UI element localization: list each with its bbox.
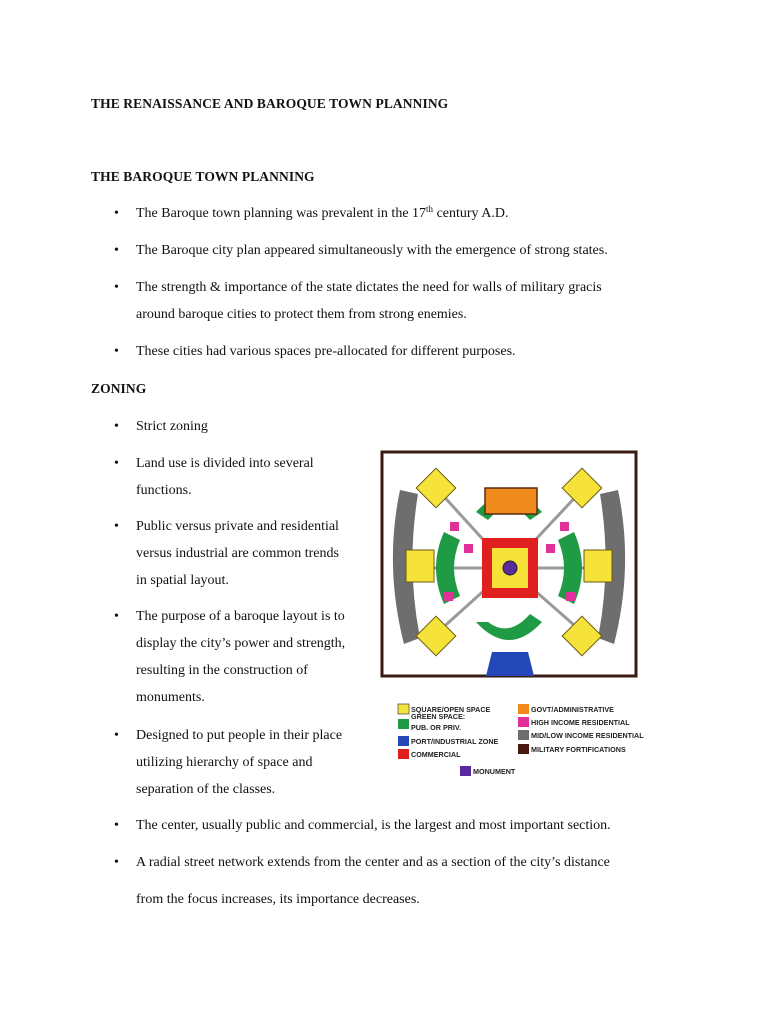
bullet-text-continued: resulting in the construction of (136, 663, 308, 678)
svg-text:GREEN SPACE:: GREEN SPACE: (411, 712, 466, 721)
bullet-text-continued: monuments. (136, 690, 205, 705)
monument (503, 561, 517, 575)
legend-item-govt (518, 704, 614, 714)
svg-text:GOVT/ADMINISTRATIVE: GOVT/ADMINISTRATIVE (531, 705, 614, 714)
bullet-marker: • (114, 243, 119, 258)
svg-text:COMMERCIAL: COMMERCIAL (411, 750, 461, 759)
bullet-marker: • (114, 419, 119, 434)
baroque-plan-svg (378, 446, 660, 786)
bullet-marker: • (114, 456, 119, 471)
svg-text:PORT/INDUSTRIAL ZONE: PORT/INDUSTRIAL ZONE (411, 737, 499, 746)
svg-text:SQUARE/OPEN SPACE: SQUARE/OPEN SPACE (411, 705, 491, 714)
bullet-text: The Baroque town planning was prevalent in the 17th century A.D. (136, 204, 509, 221)
legend-item-port (398, 736, 499, 746)
bullet-marker: • (114, 728, 119, 743)
bullet-text-continued: versus industrial are common trends (136, 546, 339, 561)
bullet-text-continued: utilizing hierarchy of space and (136, 755, 313, 770)
bullet-text: Public versus private and residential (136, 519, 339, 534)
document-title: THE RENAISSANCE AND BAROQUE TOWN PLANNING (91, 96, 449, 111)
bullet-text: These cities had various spaces pre-allocated for different purposes. (136, 344, 516, 359)
legend-item-military (518, 744, 626, 754)
bullet-text-continued: in spatial layout. (136, 573, 229, 588)
bullet-text: Designed to put people in their place (136, 728, 343, 743)
bullet-text: The center, usually public and commercial, is the largest and most important section. (136, 818, 611, 833)
section-heading-zoning: ZONING (91, 381, 147, 396)
svg-text:MILITARY FORTIFICATIONS: MILITARY FORTIFICATIONS (531, 745, 626, 754)
bullet-text-continued: separation of the classes. (136, 782, 276, 797)
bullet-text-continued: functions. (136, 483, 192, 498)
legend-item-high (518, 717, 630, 727)
bullet-text: The Baroque city plan appeared simultaneously with the emergence of strong states. (136, 243, 608, 258)
bullet-marker: • (114, 344, 119, 359)
bullet-marker: • (114, 855, 119, 870)
svg-text:MONUMENT: MONUMENT (473, 767, 516, 776)
legend-item-monument (460, 766, 516, 776)
bullet-marker: • (114, 609, 119, 624)
svg-text:HIGH INCOME RESIDENTIAL: HIGH INCOME RESIDENTIAL (531, 718, 630, 727)
bullet-marker: • (114, 206, 119, 221)
govt-administrative-block (485, 488, 537, 514)
plan-drawing (382, 452, 636, 676)
bullet-text: The purpose of a baroque layout is to (136, 609, 345, 624)
bullet-text: Land use is divided into several (136, 456, 314, 471)
legend-item-green (398, 712, 465, 732)
section-heading-baroque: THE BAROQUE TOWN PLANNING (91, 169, 315, 184)
port-industrial-zone (486, 652, 534, 676)
plan-legend (398, 704, 644, 776)
bullet-text-continued: display the city’s power and strength, (136, 636, 346, 651)
bullet-text: Strict zoning (136, 419, 208, 434)
bullet-text-continued: from the focus increases, its importance decreases. (136, 892, 420, 907)
bullet-text: The strength & importance of the state dictates the need for walls of military gracis (136, 280, 602, 295)
baroque-plan-figure (378, 446, 660, 786)
bullet-marker: • (114, 519, 119, 534)
bullet-text-continued: around baroque cities to protect them from strong enemies. (136, 307, 467, 322)
svg-text:PUB. OR PRIV.: PUB. OR PRIV. (411, 723, 462, 732)
svg-text:MID/LOW INCOME RESIDENTIAL: MID/LOW INCOME RESIDENTIAL (531, 731, 644, 740)
legend-item-commercial (398, 749, 461, 759)
bullet-text: A radial street network extends from the center and as a section of the city’s distance (136, 855, 610, 870)
bullet-marker: • (114, 818, 119, 833)
bullet-marker: • (114, 280, 119, 295)
legend-item-mid (518, 730, 644, 740)
